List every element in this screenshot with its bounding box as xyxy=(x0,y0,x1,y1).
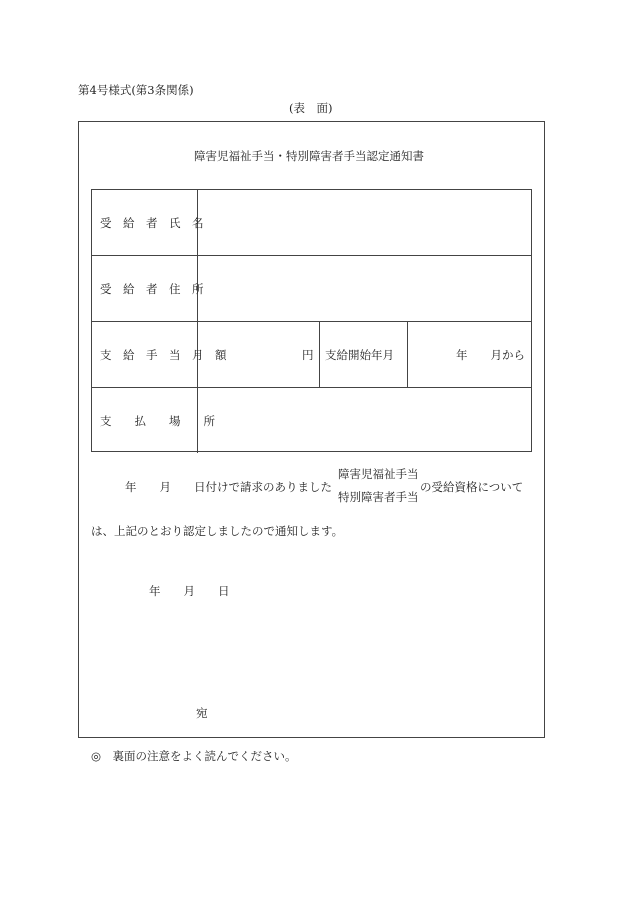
document-title: 障害児福祉手当・特別障害者手当認定通知書 xyxy=(194,149,424,163)
addressee-suffix: 宛 xyxy=(196,706,208,720)
table-row-divider xyxy=(92,387,531,388)
start-month-value: 年 月から xyxy=(456,348,525,362)
body-date-prefix: 年 月 日付けで請求のありました xyxy=(125,480,332,494)
recipient-address-field[interactable] xyxy=(198,257,532,320)
start-month-label: 支給開始年月 xyxy=(325,348,394,362)
yen-unit: 円 xyxy=(302,348,314,362)
info-table xyxy=(91,189,532,452)
recipient-name-field[interactable] xyxy=(198,191,532,254)
recipient-name-label: 受 給 者 氏 名 xyxy=(100,216,204,230)
recipient-address-label: 受 給 者 住 所 xyxy=(100,282,204,296)
table-col-divider xyxy=(319,321,320,387)
allowance-option-1: 障害児福祉手当 xyxy=(338,467,419,481)
table-row-divider xyxy=(92,321,531,322)
table-col-divider xyxy=(407,321,408,387)
form-number: 第4号様式(第3条関係) xyxy=(78,83,194,97)
side-label: (表 面) xyxy=(289,101,333,115)
allowance-option-2: 特別障害者手当 xyxy=(338,490,419,504)
body-suffix: の受給資格について xyxy=(420,480,524,494)
monthly-amount-label: 支 給 手 当 月 額 xyxy=(100,348,227,362)
table-row-divider xyxy=(92,255,531,256)
payment-place-field[interactable] xyxy=(198,389,532,452)
body-line-2: は、上記のとおり認定しましたので通知します。 xyxy=(91,524,344,538)
issue-date: 年 月 日 xyxy=(149,584,230,598)
payment-place-label: 支 払 場 所 xyxy=(100,414,215,428)
footer-note: ◎ 裏面の注意をよく読んでください。 xyxy=(91,749,297,763)
monthly-amount-field[interactable] xyxy=(198,323,318,386)
